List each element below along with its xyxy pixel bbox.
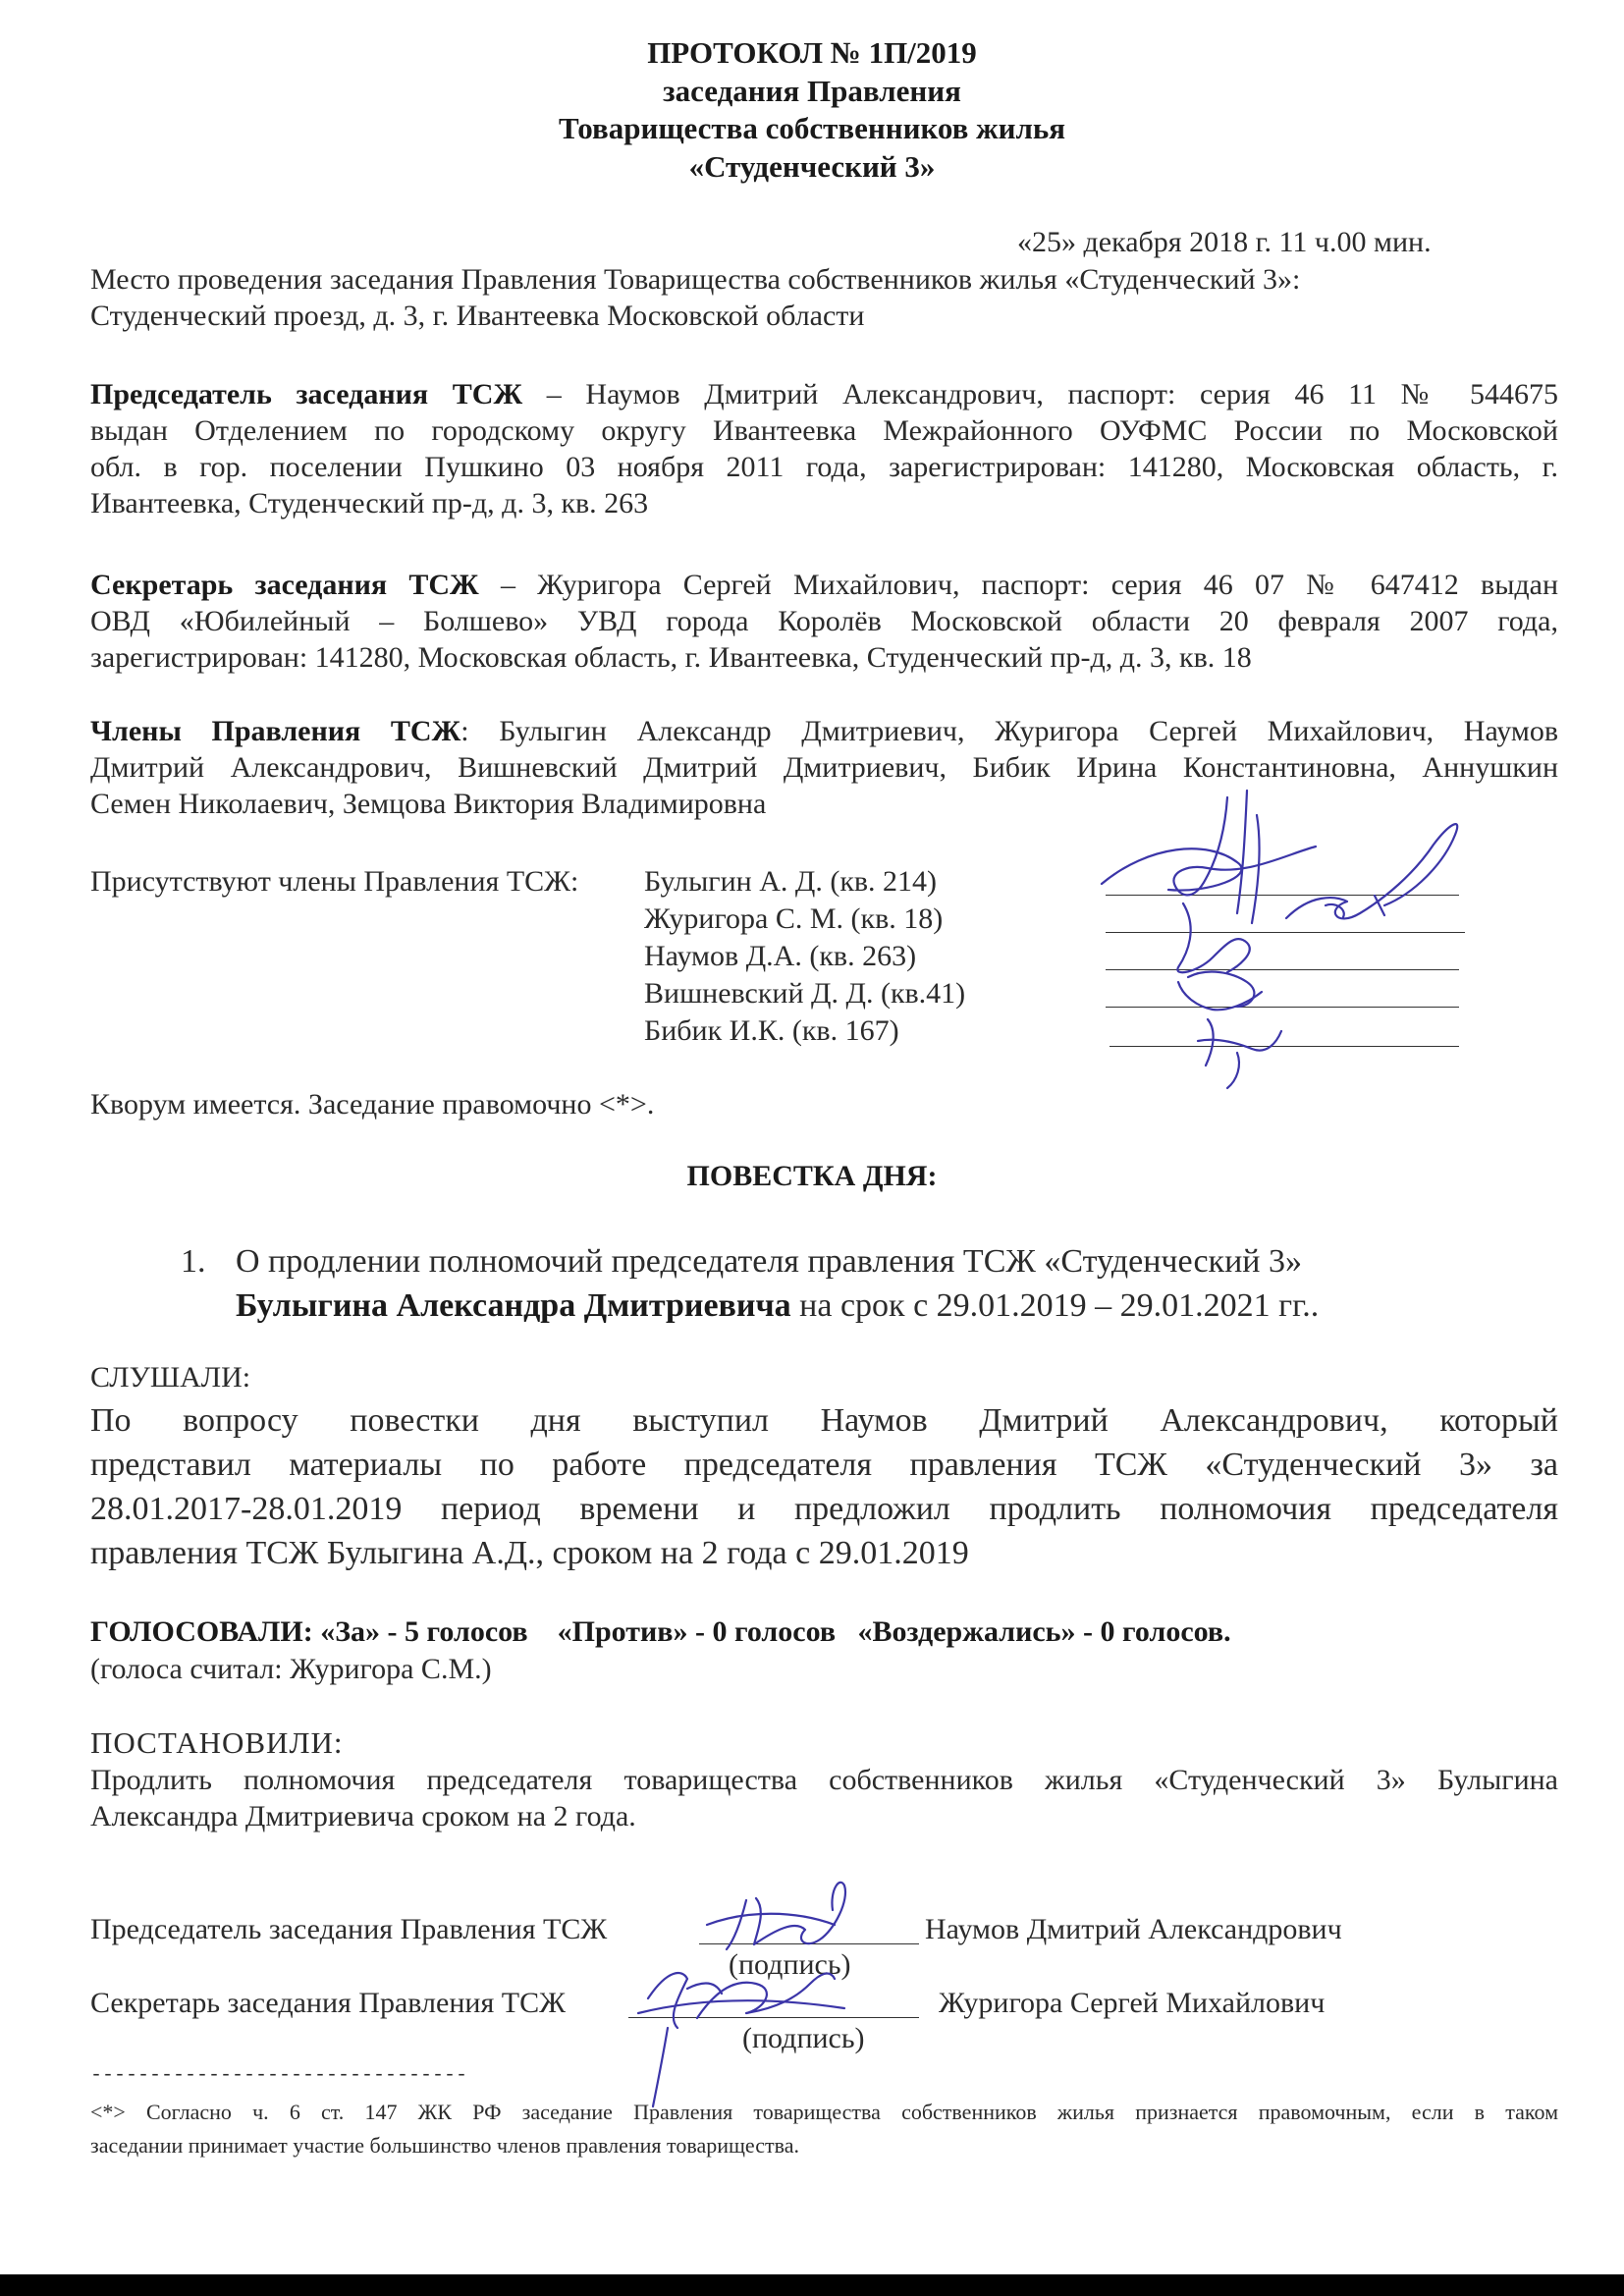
chair-signature-caption: (подпись)	[729, 1948, 851, 1981]
resolved-line-1: Продлить полномочия председателя товарищества собственников жилья «Студенческий 3» Булыгина	[90, 1764, 1558, 1796]
present-name-0: Булыгин А. Д. (кв. 214)	[644, 865, 938, 898]
resolved-title: ПОСТАНОВИЛИ:	[90, 1725, 344, 1760]
resolved-text	[90, 1762, 1558, 1834]
officer-signatures	[609, 1871, 903, 2116]
chairman-line-1: – Наумов Дмитрий Александрович, паспорт: серия 46 11 № 544675	[546, 378, 1559, 410]
chairman-block	[90, 376, 1558, 521]
heard-line-3: 28.01.2017-28.01.2019 период времени и предложил продлить полномочия председателя	[90, 1491, 1558, 1527]
agenda-candidate-name: Булыгина Александра Дмитриевича	[236, 1287, 791, 1324]
heard-line-4: правления ТСЖ Булыгина А.Д., сроком на 2 года с 29.01.2019	[90, 1535, 969, 1571]
agenda-title: ПОВЕСТКА ДНЯ:	[686, 1160, 938, 1192]
secretary-block	[90, 567, 1558, 676]
agenda-item-number: 1.	[181, 1243, 206, 1280]
members-label: Члены Правления ТСЖ	[90, 715, 461, 747]
footnote-separator: --------------------------------	[90, 2064, 468, 2087]
chairman-line-4: Ивантеевка, Студенческий пр-д, д. 3, кв. 263	[90, 487, 649, 519]
document-title: ПРОТОКОЛ № 1П/2019	[647, 35, 977, 70]
footnote-line-1: <*> Согласно ч. 6 ст. 147 ЖК РФ заседание Правления товарищества собственников жилья признается правомочным, если в таком	[90, 2100, 1558, 2124]
secretary-label: Секретарь заседания ТСЖ	[90, 569, 479, 601]
secretary-line-2: ОВД «Юбилейный – Болшево» УВД города Королёв Московской области 20 февраля 2007 года,	[90, 605, 1558, 637]
secretary-name: Журигора Сергей Михайлович	[939, 1987, 1326, 2019]
heard-line-2: представил материалы по работе председателя правления ТСЖ «Студенческий 3» за	[90, 1447, 1558, 1483]
vote-counter: (голоса считал: Журигора С.М.)	[90, 1653, 492, 1685]
chairman-line-3: обл. в гор. поселении Пушкино 03 ноября 2011 года, зарегистрирован: 141280, Московская область, г.	[90, 451, 1558, 483]
date-line: «25» декабря 2018 г. 11 ч.00 мин.	[1017, 226, 1432, 258]
resolved-line-2: Александра Дмитриевича сроком на 2 года.	[90, 1800, 636, 1832]
title-line-3: Товарищества собственников жилья	[558, 111, 1066, 145]
title-line-4: «Студенческий 3»	[688, 149, 936, 184]
members-line-1: : Булыгин Александр Дмитриевич, Журигора Сергей Михайлович, Наумов	[460, 715, 1559, 747]
meeting-place-line-1: Место проведения заседания Правления Товарищества собственников жилья «Студенческий 3»:	[90, 263, 1301, 296]
heard-title: СЛУШАЛИ:	[90, 1361, 251, 1394]
chairman-label: Председатель заседания ТСЖ	[90, 378, 523, 410]
secretary-line-3: зарегистрирован: 141280, Московская область, г. Ивантеевка, Студенческий пр-д, д. 3, кв. 18	[90, 641, 1252, 674]
agenda-term: на срок с 29.01.2019 – 29.01.2021 гг..	[790, 1287, 1320, 1324]
heard-text	[90, 1398, 1558, 1575]
meeting-place	[90, 261, 1558, 334]
members-signatures	[1090, 786, 1483, 1090]
secretary-signature-caption: (подпись)	[742, 2022, 865, 2054]
members-line-3: Семен Николаевич, Земцова Виктория Владимировна	[90, 788, 767, 820]
chair-name: Наумов Дмитрий Александрович	[925, 1913, 1342, 1945]
scan-bottom-border	[0, 2274, 1624, 2296]
chairman-line-2: выдан Отделением по городскому округу Ивантеевка Межрайонного ОУФМС России по Московской	[90, 414, 1558, 447]
chair-signature-label: Председатель заседания Правления ТСЖ	[90, 1913, 608, 1945]
title-line-2: заседания Правления	[663, 74, 961, 108]
present-name-4: Бибик И.К. (кв. 167)	[644, 1014, 899, 1047]
present-name-1: Журигора С. М. (кв. 18)	[644, 902, 944, 935]
members-line-2: Дмитрий Александрович, Вишневский Дмитрий Дмитриевич, Бибик Ирина Константиновна, Аннушкин	[90, 751, 1558, 784]
secretary-line-1: – Журигора Сергей Михайлович, паспорт: серия 46 07 № 647412 выдан	[500, 569, 1558, 601]
footnote-line-2: заседании принимает участие большинство членов правления товарищества.	[90, 2133, 799, 2158]
agenda-item-line-1: О продлении полномочий председателя правления ТСЖ «Студенческий 3»	[236, 1243, 1302, 1280]
heard-line-1: По вопросу повестки дня выступил Наумов Дмитрий Александрович, который	[90, 1402, 1558, 1439]
present-label: Присутствуют члены Правления ТСЖ:	[90, 865, 579, 898]
agenda-item-line-2	[236, 1284, 1571, 1328]
present-name-3: Вишневский Д. Д. (кв.41)	[644, 977, 966, 1010]
quorum-statement: Кворум имеется. Заседание правомочно <*>.	[90, 1088, 655, 1121]
meeting-place-line-2: Студенческий проезд, д. 3, г. Ивантеевка Московской области	[90, 300, 865, 332]
vote-results: ГОЛОСОВАЛИ: «За» - 5 голосов «Против» - 0 голосов «Воздержались» - 0 голосов.	[90, 1615, 1231, 1648]
present-name-2: Наумов Д.А. (кв. 263)	[644, 940, 917, 972]
secretary-signature-label: Секретарь заседания Правления ТСЖ	[90, 1987, 566, 2019]
